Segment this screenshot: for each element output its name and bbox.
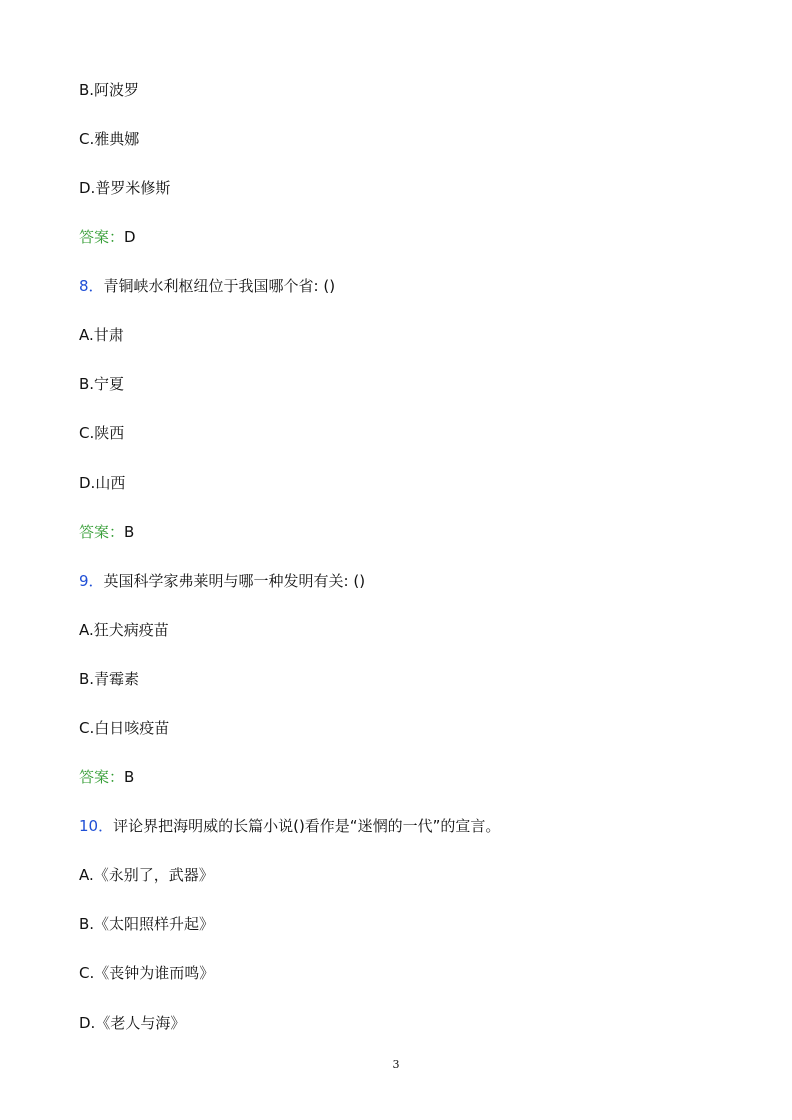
q10-option-a: A.《永别了，武器》 bbox=[79, 866, 214, 884]
question-number: 9． bbox=[79, 572, 104, 590]
q10-option-d: D.《老人与海》 bbox=[79, 1014, 186, 1032]
q8-option-c: C.陕西 bbox=[79, 424, 125, 442]
answer-value: B bbox=[124, 768, 135, 786]
q10-option-b: B.《太阳照样升起》 bbox=[79, 915, 215, 933]
question-text: 青铜峡水利枢纽位于我国哪个省: () bbox=[103, 277, 336, 295]
question-number: 10． bbox=[79, 817, 114, 835]
answer-value: D bbox=[124, 228, 136, 246]
answer-label: 答案： bbox=[79, 768, 125, 786]
q8-option-a: A.甘肃 bbox=[79, 326, 124, 344]
question-text: 评论界把海明威的长篇小说()看作是“迷惘的一代”的宣言。 bbox=[113, 817, 501, 835]
page-number: 3 bbox=[392, 1058, 400, 1071]
answer-value: B bbox=[124, 523, 135, 541]
question-number: 8． bbox=[79, 277, 104, 295]
answer-label: 答案： bbox=[79, 228, 125, 246]
answer-label: 答案： bbox=[79, 523, 125, 541]
q7-option-c: C.雅典娜 bbox=[79, 130, 140, 148]
q7-answer bbox=[79, 226, 136, 248]
q8-option-d: D.山西 bbox=[79, 474, 126, 492]
q9-answer bbox=[79, 766, 134, 788]
q9-option-a: A.狂犬病疫苗 bbox=[79, 621, 169, 639]
q8-answer bbox=[79, 521, 134, 543]
q10-question bbox=[79, 815, 500, 837]
q9-option-b: B.青霉素 bbox=[79, 670, 140, 688]
question-text: 英国科学家弗莱明与哪一种发明有关: () bbox=[103, 572, 366, 590]
q9-question bbox=[79, 570, 365, 592]
q8-question bbox=[79, 275, 335, 297]
q7-option-d: D.普罗米修斯 bbox=[79, 179, 171, 197]
q9-option-c: C.白日咳疫苗 bbox=[79, 719, 170, 737]
q10-option-c: C.《丧钟为谁而鸣》 bbox=[79, 964, 215, 982]
q8-option-b: B.宁夏 bbox=[79, 375, 125, 393]
q7-option-b: B.阿波罗 bbox=[79, 81, 140, 99]
